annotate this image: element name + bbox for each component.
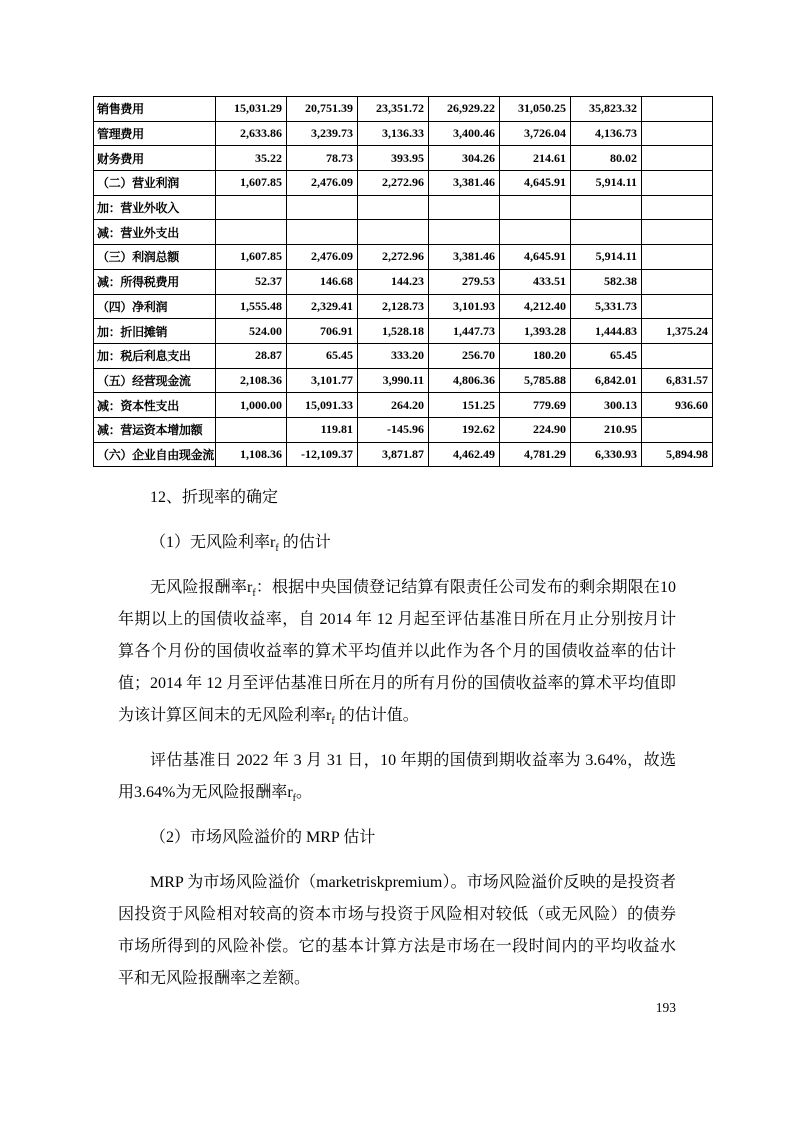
table-cell xyxy=(216,195,287,220)
table-cell: 224.90 xyxy=(500,417,571,442)
table-cell xyxy=(216,417,287,442)
table-cell xyxy=(500,220,571,245)
table-cell: 4,645.91 xyxy=(500,245,571,270)
table-cell xyxy=(642,245,713,270)
row-label: （五）经营现金流 xyxy=(94,368,216,393)
row-label: （六）企业自由现金流 xyxy=(94,442,216,467)
table-row xyxy=(94,417,713,442)
table-cell xyxy=(429,220,500,245)
section-heading-discount-rate: 12、折现率的确定 xyxy=(150,489,279,506)
table-cell: 4,806.36 xyxy=(429,368,500,393)
table-cell xyxy=(642,417,713,442)
subscript-f: f xyxy=(275,543,279,555)
table-cell: 15,031.29 xyxy=(216,97,287,122)
table-cell xyxy=(358,195,429,220)
table-cell: 264.20 xyxy=(358,393,429,418)
table-cell: 65.45 xyxy=(571,343,642,368)
table-cell xyxy=(642,220,713,245)
table-cell: 582.38 xyxy=(571,269,642,294)
row-label: 减：资本性支出 xyxy=(94,393,216,418)
row-label: 减：营业外支出 xyxy=(94,220,216,245)
subsection-heading-mrp: （2）市场风险溢价的 MRP 估计 xyxy=(150,829,376,846)
table-cell: 3,990.11 xyxy=(358,368,429,393)
table-cell: 3,239.73 xyxy=(287,121,358,146)
table-row xyxy=(94,319,713,344)
table-cell: 6,330.93 xyxy=(571,442,642,467)
table-cell xyxy=(216,220,287,245)
row-label: 财务费用 xyxy=(94,146,216,171)
free-cash-flow-table xyxy=(93,96,713,467)
table-cell: -145.96 xyxy=(358,417,429,442)
table-cell xyxy=(571,195,642,220)
table-cell: 31,050.25 xyxy=(500,97,571,122)
text-segment: ：根据中央国债登记结算有限责任公司发布的剩余期限在10 年期以上的国债收益率，自 2014 年 12 月起至评估基准日所在月止分别按月计算各个月份的国债收益率的算术平均值并以此作为各个月的国债收益率的估计值；2014 年 12 月至评估基准日所在月的所有月份的国债收益率的算术平均值即为该计算区间末的无风险利率r xyxy=(118,579,676,724)
table-cell: 2,108.36 xyxy=(216,368,287,393)
table-cell: 300.13 xyxy=(571,393,642,418)
table-row xyxy=(94,171,713,196)
row-label: （三）利润总额 xyxy=(94,245,216,270)
table-cell: 78.73 xyxy=(287,146,358,171)
table-cell: 3,726.04 xyxy=(500,121,571,146)
table-cell: 3,136.33 xyxy=(358,121,429,146)
paragraph-mrp-definition: MRP 为市场风险溢价（marketriskpremium）。市场风险溢价反映的是投资者因投资于风险相对较高的资本市场与投资于风险相对较低（或无风险）的债券市场所得到的风险补偿。它的基本计算方法是市场在一段时间内的平均收益水平和无风险报酬率之差额。 xyxy=(118,874,676,987)
table-cell xyxy=(358,220,429,245)
table-cell: 210.95 xyxy=(571,417,642,442)
table-cell: 6,831.57 xyxy=(642,368,713,393)
table-cell: 20,751.39 xyxy=(287,97,358,122)
page-number: 193 xyxy=(655,1000,676,1015)
table-cell: 5,785.88 xyxy=(500,368,571,393)
table-cell: 80.02 xyxy=(571,146,642,171)
table-cell: 1,555.48 xyxy=(216,294,287,319)
table-row xyxy=(94,97,713,122)
table-cell xyxy=(642,294,713,319)
table-cell: 1,393.28 xyxy=(500,319,571,344)
table-cell: 214.61 xyxy=(500,146,571,171)
table-cell: 279.53 xyxy=(429,269,500,294)
table-row xyxy=(94,121,713,146)
table-cell xyxy=(500,195,571,220)
table-row xyxy=(94,146,713,171)
table-cell xyxy=(429,195,500,220)
table-cell: 1,447.73 xyxy=(429,319,500,344)
table-cell: 23,351.72 xyxy=(358,97,429,122)
table-cell: 2,272.96 xyxy=(358,245,429,270)
table-cell: 706.91 xyxy=(287,319,358,344)
table-cell: 151.25 xyxy=(429,393,500,418)
table-cell: 6,842.01 xyxy=(571,368,642,393)
subsection-heading-risk-free-rate xyxy=(118,527,676,559)
row-label: 减：营运资本增加额 xyxy=(94,417,216,442)
table-cell: 192.62 xyxy=(429,417,500,442)
table-cell: 936.60 xyxy=(642,393,713,418)
table-cell: 3,101.93 xyxy=(429,294,500,319)
table-cell: 3,400.46 xyxy=(429,121,500,146)
table-cell xyxy=(642,121,713,146)
table-cell: 5,914.11 xyxy=(571,171,642,196)
row-label: （二）营业利润 xyxy=(94,171,216,196)
table-cell: 1,000.00 xyxy=(216,393,287,418)
table-cell: 2,128.73 xyxy=(358,294,429,319)
table-row xyxy=(94,220,713,245)
paragraph-valuation-base-date xyxy=(118,745,676,809)
table-cell xyxy=(571,220,642,245)
table-cell: 52.37 xyxy=(216,269,287,294)
table-cell xyxy=(642,146,713,171)
row-label: 加：折旧摊销 xyxy=(94,319,216,344)
text-segment: 。 xyxy=(296,784,313,801)
table-cell: 28.87 xyxy=(216,343,287,368)
table-cell: 5,331.73 xyxy=(571,294,642,319)
row-label: 销售费用 xyxy=(94,97,216,122)
table-cell: 2,476.09 xyxy=(287,245,358,270)
subscript-f: f xyxy=(252,588,256,600)
table-row xyxy=(94,393,713,418)
table-cell: 524.00 xyxy=(216,319,287,344)
table-row xyxy=(94,368,713,393)
table-cell xyxy=(287,195,358,220)
table-cell: 35.22 xyxy=(216,146,287,171)
text-segment: 的估计值。 xyxy=(334,707,419,724)
table-row xyxy=(94,294,713,319)
text-segment: 评估基准日 2022 年 3 月 31 日，10 年期的国债到期收益率为 3.64%，故选用3.64%为无风险报酬率r xyxy=(118,752,676,801)
subscript-f: f xyxy=(292,793,297,805)
table-cell: 2,329.41 xyxy=(287,294,358,319)
table-row xyxy=(94,245,713,270)
cash-flow-table-body xyxy=(94,97,713,467)
table-cell xyxy=(642,171,713,196)
table-cell: 1,528.18 xyxy=(358,319,429,344)
table-cell: 3,381.46 xyxy=(429,171,500,196)
row-label: 加：税后利息支出 xyxy=(94,343,216,368)
table-row xyxy=(94,343,713,368)
table-row xyxy=(94,195,713,220)
table-cell: 1,607.85 xyxy=(216,245,287,270)
body-text xyxy=(118,482,676,1008)
table-cell: 4,212.40 xyxy=(500,294,571,319)
row-label: （四）净利润 xyxy=(94,294,216,319)
table-cell: 256.70 xyxy=(429,343,500,368)
table-cell: 393.95 xyxy=(358,146,429,171)
table-cell: 3,381.46 xyxy=(429,245,500,270)
table-cell: 15,091.33 xyxy=(287,393,358,418)
table-cell: 333.20 xyxy=(358,343,429,368)
table-cell: 3,101.77 xyxy=(287,368,358,393)
row-label: 减：所得税费用 xyxy=(94,269,216,294)
table-cell: -12,109.37 xyxy=(287,442,358,467)
table-cell: 433.51 xyxy=(500,269,571,294)
table-cell: 4,781.29 xyxy=(500,442,571,467)
table-cell: 4,645.91 xyxy=(500,171,571,196)
table-cell: 3,871.87 xyxy=(358,442,429,467)
table-cell: 144.23 xyxy=(358,269,429,294)
table-cell: 304.26 xyxy=(429,146,500,171)
table-cell: 1,444.83 xyxy=(571,319,642,344)
table-cell: 5,914.11 xyxy=(571,245,642,270)
table-cell: 2,633.86 xyxy=(216,121,287,146)
table-cell: 146.68 xyxy=(287,269,358,294)
table-cell: 5,894.98 xyxy=(642,442,713,467)
table-cell: 4,136.73 xyxy=(571,121,642,146)
table-cell xyxy=(642,343,713,368)
table-row xyxy=(94,269,713,294)
text-segment: 无风险报酬率r xyxy=(150,579,253,596)
table-cell xyxy=(287,220,358,245)
table-cell: 1,375.24 xyxy=(642,319,713,344)
table-cell: 779.69 xyxy=(500,393,571,418)
table-cell xyxy=(642,97,713,122)
table-cell xyxy=(642,269,713,294)
table-row xyxy=(94,442,713,467)
row-label: 加：营业外收入 xyxy=(94,195,216,220)
subscript-f: f xyxy=(331,716,335,728)
table-cell: 26,929.22 xyxy=(429,97,500,122)
table-cell: 2,272.96 xyxy=(358,171,429,196)
table-cell: 1,108.36 xyxy=(216,442,287,467)
table-cell: 35,823.32 xyxy=(571,97,642,122)
table-cell: 2,476.09 xyxy=(287,171,358,196)
table-cell xyxy=(642,195,713,220)
row-label: 管理费用 xyxy=(94,121,216,146)
table-cell: 4,462.49 xyxy=(429,442,500,467)
table-cell: 180.20 xyxy=(500,343,571,368)
table-cell: 119.81 xyxy=(287,417,358,442)
paragraph-risk-free-method xyxy=(118,572,676,732)
text-segment: 的估计 xyxy=(278,534,331,551)
text-segment: （1）无风险利率r xyxy=(150,534,276,551)
table-cell: 1,607.85 xyxy=(216,171,287,196)
table-cell: 65.45 xyxy=(287,343,358,368)
